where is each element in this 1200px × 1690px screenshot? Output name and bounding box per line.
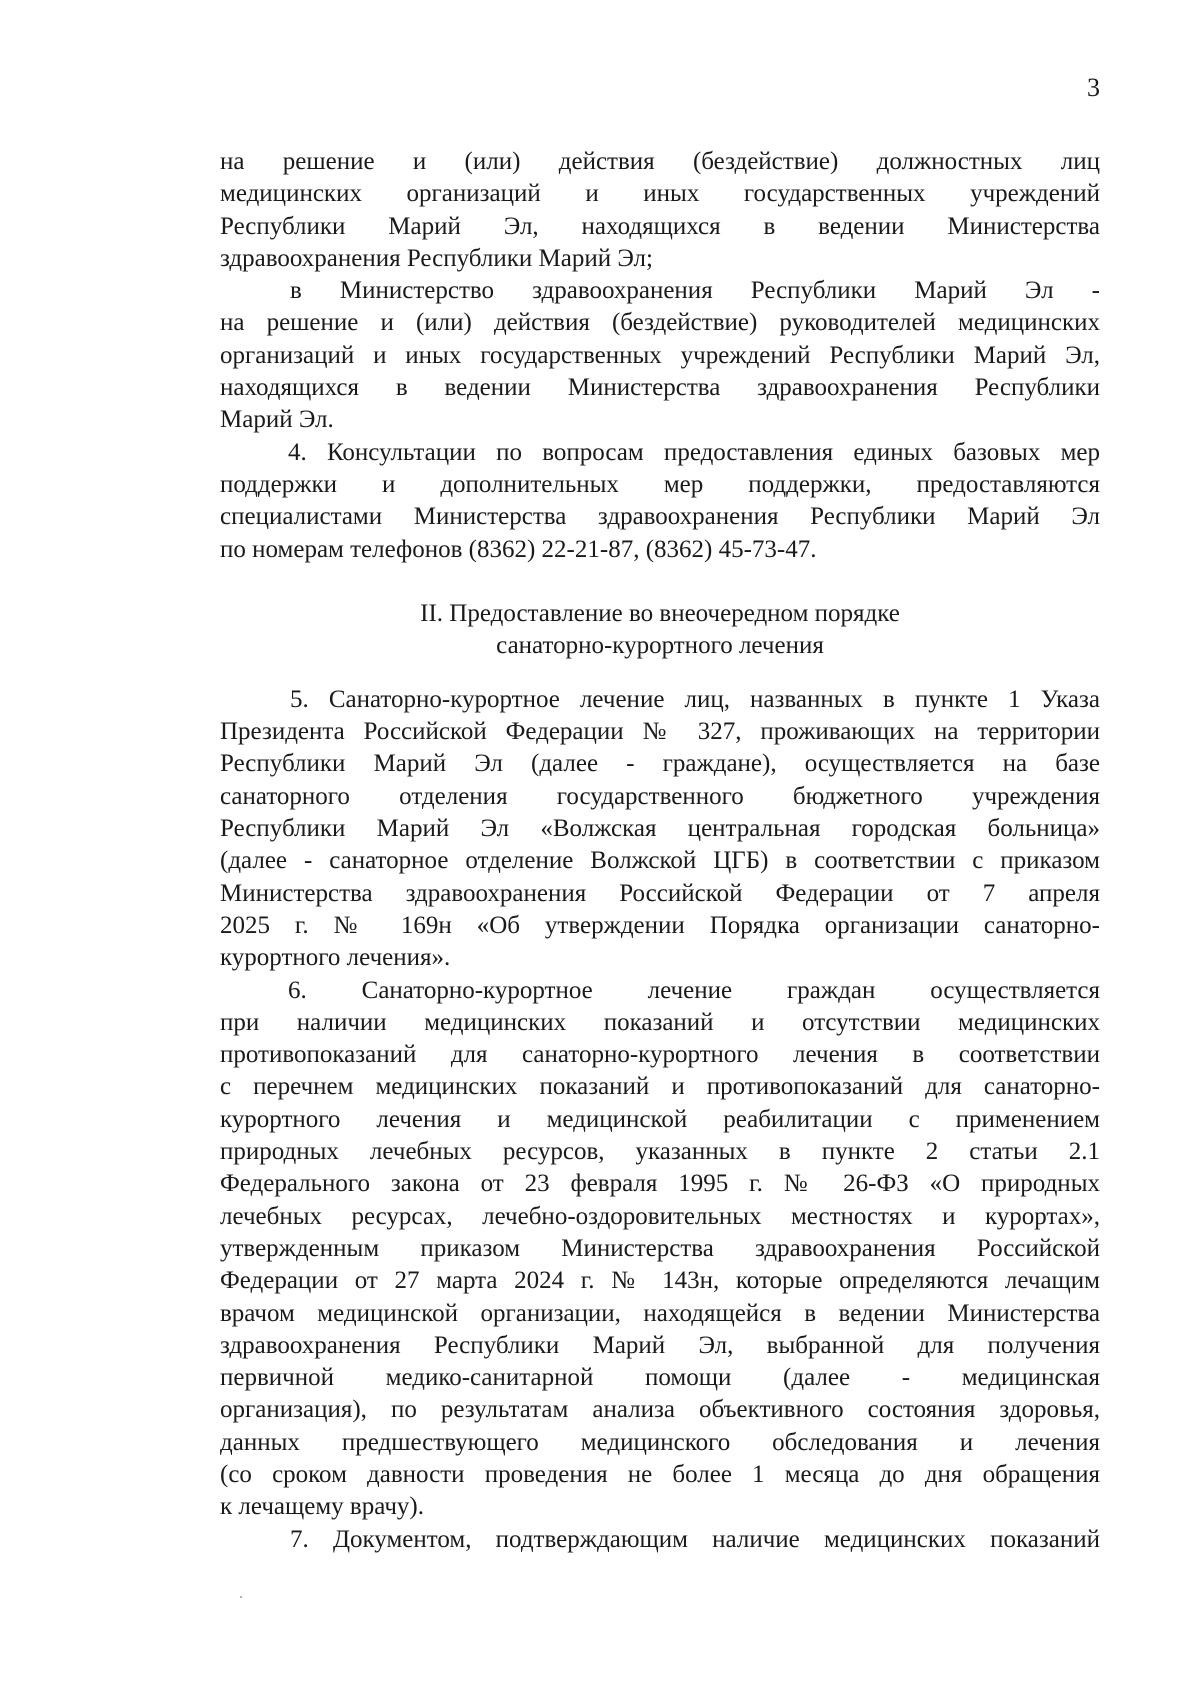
text-line: природных лечебных ресурсов, указанных в пункте 2 статьи 2.1: [220, 1138, 1100, 1166]
text-line: Республики Марий Эл, находящихся в ведении Министерства: [220, 212, 1100, 240]
text-line: 7. Документом, подтверждающим наличие медицинских показаний: [290, 1525, 1100, 1553]
text-line: организация), по результатам анализа объективного состояния здоровья,: [220, 1396, 1100, 1424]
text-line: Республики Марий Эл (далее - граждане), осуществляется на базе: [220, 750, 1100, 778]
text-line: находящихся в ведении Министерства здравоохранения Республики: [220, 374, 1100, 402]
section-heading-line: II. Предоставление во внеочередном порядке: [420, 599, 900, 627]
text-line: Президента Российской Федерации № 327, проживающих на территории: [220, 718, 1100, 746]
text-line: 6. Санаторно-курортное лечение граждан осуществляется: [288, 976, 1100, 1004]
spacer: [220, 662, 1100, 684]
text-line: Федерального закона от 23 февраля 1995 г. № 26-ФЗ «О природных: [220, 1170, 1100, 1198]
text-line: противопоказаний для санаторно-курортного лечения в соответствии: [220, 1041, 1100, 1069]
text-line: врачом медицинской организации, находящейся в ведении Министерства: [220, 1299, 1100, 1327]
spacer: [220, 566, 1100, 598]
scan-speck: [240, 1596, 242, 1598]
text-line: здравоохранения Республики Марий Эл, выбранной для получения: [220, 1331, 1100, 1359]
text-line: с перечнем медицинских показаний и противопоказаний для санаторно-: [220, 1073, 1100, 1101]
text-line: Федерации от 27 марта 2024 г. № 143н, которые определяются лечащим: [220, 1267, 1100, 1295]
text-line: медицинских организаций и иных государственных учреждений: [220, 180, 1100, 208]
text-line: санаторного отделения государственного бюджетного учреждения: [220, 782, 1100, 810]
text-line: лечебных ресурсах, лечебно-оздоровительных местностях и курортах»,: [220, 1202, 1100, 1230]
text-line: специалистами Министерства здравоохранения Республики Марий Эл: [220, 503, 1100, 531]
text-line: по номерам телефонов (8362) 22-21-87, (8362) 45-73-47.: [220, 535, 817, 563]
section-heading: [220, 598, 1100, 662]
text-line: 5. Санаторно-курортное лечение лиц, названных в пункте 1 Указа: [290, 685, 1100, 713]
text-line: организаций и иных государственных учреждений Республики Марий Эл,: [220, 341, 1100, 369]
text-line: (со сроком давности проведения не более 1 месяца до дня обращения: [220, 1460, 1100, 1488]
text-line: на решение и (или) действия (бездействие) руководителей медицинских: [220, 309, 1100, 337]
text-line: при наличии медицинских показаний и отсутствии медицинских: [220, 1008, 1100, 1036]
document-body: [220, 146, 1100, 1556]
text-line: на решение и (или) действия (бездействие) должностных лиц: [220, 148, 1100, 175]
text-line: 4. Консультации по вопросам предоставления единых базовых мер: [288, 438, 1100, 466]
section-heading-line: санаторно-курортного лечения: [496, 631, 824, 659]
text-line: данных предшествующего медицинского обследования и лечения: [220, 1428, 1100, 1456]
text-line: утвержденным приказом Министерства здравоохранения Российской: [220, 1234, 1100, 1262]
text-line: Республики Марий Эл «Волжская центральная городская больница»: [220, 815, 1100, 843]
text-line: к лечащему врачу).: [220, 1493, 424, 1521]
text-line: Марий Эл.: [220, 406, 334, 434]
text-line: поддержки и дополнительных мер поддержки, предоставляются: [220, 470, 1100, 498]
text-line: здравоохранения Республики Марий Эл;: [220, 244, 653, 272]
page-number: 3: [1087, 73, 1100, 102]
text-line: (далее - санаторное отделение Волжской ЦГБ) в соответствии с приказом: [220, 847, 1100, 875]
text-line: 2025 г. № 169н «Об утверждении Порядка организации санаторно-: [220, 911, 1100, 939]
text-line: в Министерство здравоохранения Республики Марий Эл -: [290, 277, 1100, 305]
text-line: курортного лечения и медицинской реабилитации с применением: [220, 1105, 1100, 1133]
text-line: курортного лечения».: [220, 944, 451, 972]
text-line: Министерства здравоохранения Российской Федерации от 7 апреля: [220, 879, 1100, 907]
text-line: первичной медико-санитарной помощи (далее - медицинская: [220, 1364, 1100, 1392]
